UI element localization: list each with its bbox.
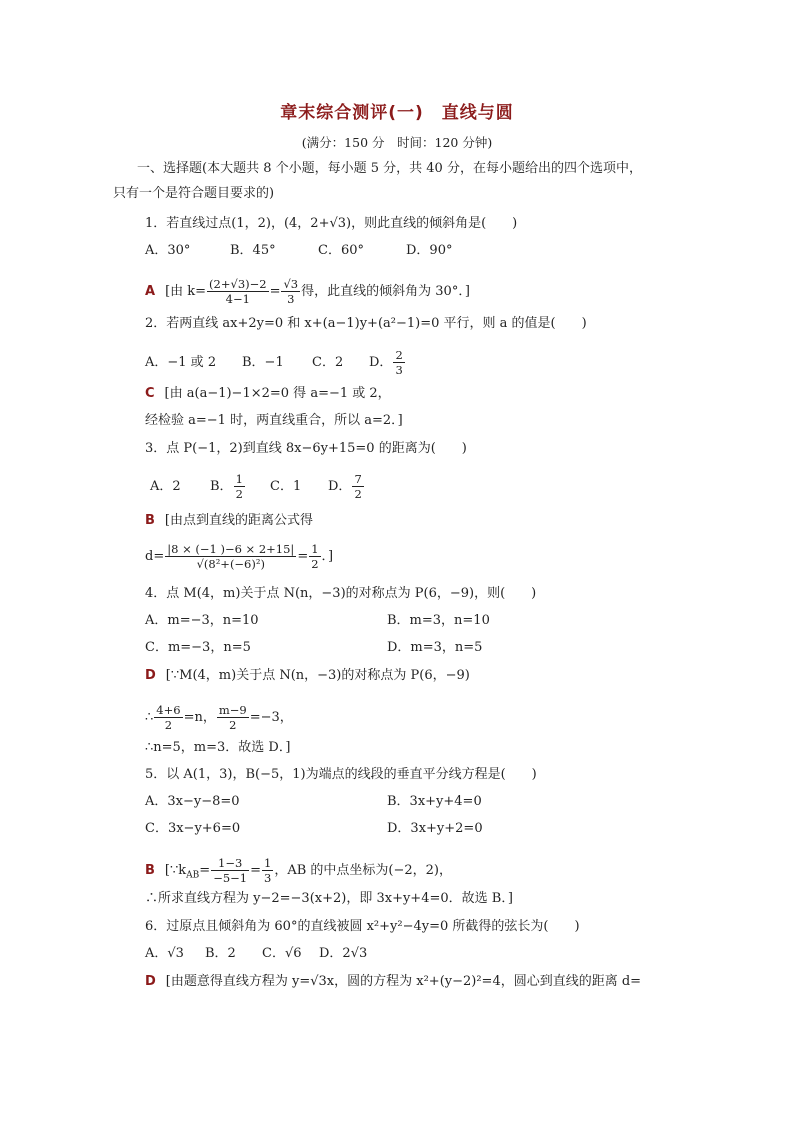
question-1-options (145, 242, 452, 260)
option-b: B．m=3，n=10 (387, 613, 490, 628)
question-4-options-row2 (145, 639, 482, 657)
option-b: B． $\frac{1}{2}$ (210, 472, 243, 501)
question-5-options-row2 (145, 820, 483, 838)
option-a: A．m=−3，n=10 (145, 613, 259, 628)
option-c: C．m=−3，n=5 (145, 640, 251, 655)
title-main: 章末综合测评(一) (280, 103, 424, 123)
option-c: C．3x−y+6=0 (145, 821, 241, 836)
option-b: B．2 (205, 946, 236, 961)
fraction: $\frac{√3}{3}$ (283, 277, 299, 306)
option-a: A．3x−y−8=0 (145, 794, 240, 809)
option-b: B．3x+y+4=0 (387, 794, 482, 809)
fraction: $\frac{4+6}{2}$ (156, 703, 181, 732)
option-d: D．m=3，n=5 (387, 640, 483, 655)
page-title (0, 98, 794, 123)
question-4-stem: 4．点 M(4，m)关于点 N(n，−3)的对称点为 P(6，−9)，则( ) (145, 586, 537, 601)
question-6-options (145, 945, 367, 963)
question-5-stem: 5．以 A(1，3)，B(−5，1)为端点的线段的垂直平分线方程是( ) (145, 767, 537, 782)
question-2-solution-line2: 经检验 a=−1 时，两直线重合，所以 a=2．] (145, 413, 403, 428)
option-d: D． $\frac{2}{3}$ (369, 348, 403, 377)
option-c: C．2 (312, 355, 344, 370)
question-2-stem: 2．若两直线 ax+2y=0 和 x+(a−1)y+(a²−1)=0 平行，则 a 的值是( ) (145, 316, 587, 331)
question-4-solution-line1: D [∵M(4，m)关于点 N(n，−3)的对称点为 P(6，−9) (145, 668, 470, 683)
question-3-solution-line1: B [由点到直线的距离公式得 (145, 513, 313, 528)
question-6-stem: 6．过原点且倾斜角为 60°的直线被圆 x²+y²−4y=0 所截得的弦长为( ) (145, 919, 580, 934)
fraction: $\frac{m-9}{2}$ (218, 703, 247, 732)
exam-info: (满分：150 分 时间：120 分钟) (301, 135, 493, 150)
answer-letter: A (145, 284, 156, 299)
fraction: $\frac{1-3}{-5-1}$ (213, 856, 248, 885)
section-heading-line2: 只有一个是符合题目要求的) (113, 186, 275, 201)
title-topic: 直线与圆 (441, 103, 514, 123)
question-5-solution-line2: ∴所求直线方程为 y−2=−3(x+2)，即 3x+y+4=0．故选 B．] (145, 891, 513, 906)
question-6-solution-line1: D [由题意得直线方程为 y=√3x，圆的方程为 x²+(y−2)²=4，圆心到直线的距离 d= (145, 974, 642, 989)
question-1-stem: 1．若直线过点(1，2)，(4，2+√3)，则此直线的倾斜角是( ) (145, 216, 518, 231)
question-3-stem: 3．点 P(−1，2)到直线 8x−6y+15=0 的距离为( ) (145, 441, 467, 456)
fraction: $\frac{1}{3}$ (264, 856, 272, 885)
question-4-options-row1 (145, 612, 490, 630)
question-5-solution-line1: B [$\because k_{AB}=$ $\frac{1-3}{-5-1}$ = $\frac{1}{3}$ ，AB 的中点坐标为(−2，2)， (145, 856, 452, 885)
option-a: A．√3 (145, 946, 184, 961)
option-b: B．−1 (242, 355, 284, 370)
answer-letter: D (145, 668, 156, 683)
answer-letter: D (145, 974, 156, 989)
option-d: D．3x+y+2=0 (387, 821, 483, 836)
option-a: A．30° (145, 243, 191, 258)
question-4-solution-line2: ∴ $\frac{4+6}{2}$ =n， $\frac{m-9}{2}$ =−3， (145, 703, 293, 732)
option-d: D．2√3 (319, 946, 368, 961)
fraction: $\frac{(2+√3)-2}{4-1}$ (209, 277, 267, 306)
question-1-solution: A [由 k= $\frac{(2+√3)-2}{4-1}$ = $\frac{√3}{3}$ 得，此直线的倾斜角为 30°．] (145, 277, 470, 306)
answer-letter: B (145, 863, 155, 878)
fraction: $\frac{1}{2}$ (311, 542, 319, 571)
option-c: C．60° (318, 243, 364, 258)
fraction: $\frac{|8 \times (-1 )-6 \times 2+15|}{\text{√(8²+(−6)²)}}$ (167, 542, 295, 571)
option-b: B．45° (230, 243, 276, 258)
option-d: D． $\frac{7}{2}$ (328, 472, 362, 501)
section-heading-line1: 一、选择题(本大题共 8 个小题，每小题 5 分，共 40 分，在每小题给出的四个选项中， (137, 161, 642, 176)
question-3-options (150, 472, 365, 501)
answer-letter: C (145, 386, 155, 401)
question-5-options-row1 (145, 793, 482, 811)
option-c: C．1 (270, 479, 302, 494)
question-3-solution-line2: d= $\frac{|8 \times (-1 )-6 \times 2+15|}{\text{√(8²+(−6)²)}}$ = $\frac{1}{2}$ ．] (145, 542, 334, 571)
question-4-solution-line3: ∴n=5，m=3．故选 D．] (145, 740, 291, 755)
option-a: A．2 (150, 479, 181, 494)
option-c: C．√6 (262, 946, 302, 961)
question-2-options (145, 348, 406, 377)
question-2-solution-line1: C [由 a(a−1)−1×2=0 得 a=−1 或 2， (145, 386, 391, 401)
option-d: D．90° (406, 243, 453, 258)
answer-letter: B (145, 513, 155, 528)
option-a: A．−1 或 2 (145, 355, 217, 370)
